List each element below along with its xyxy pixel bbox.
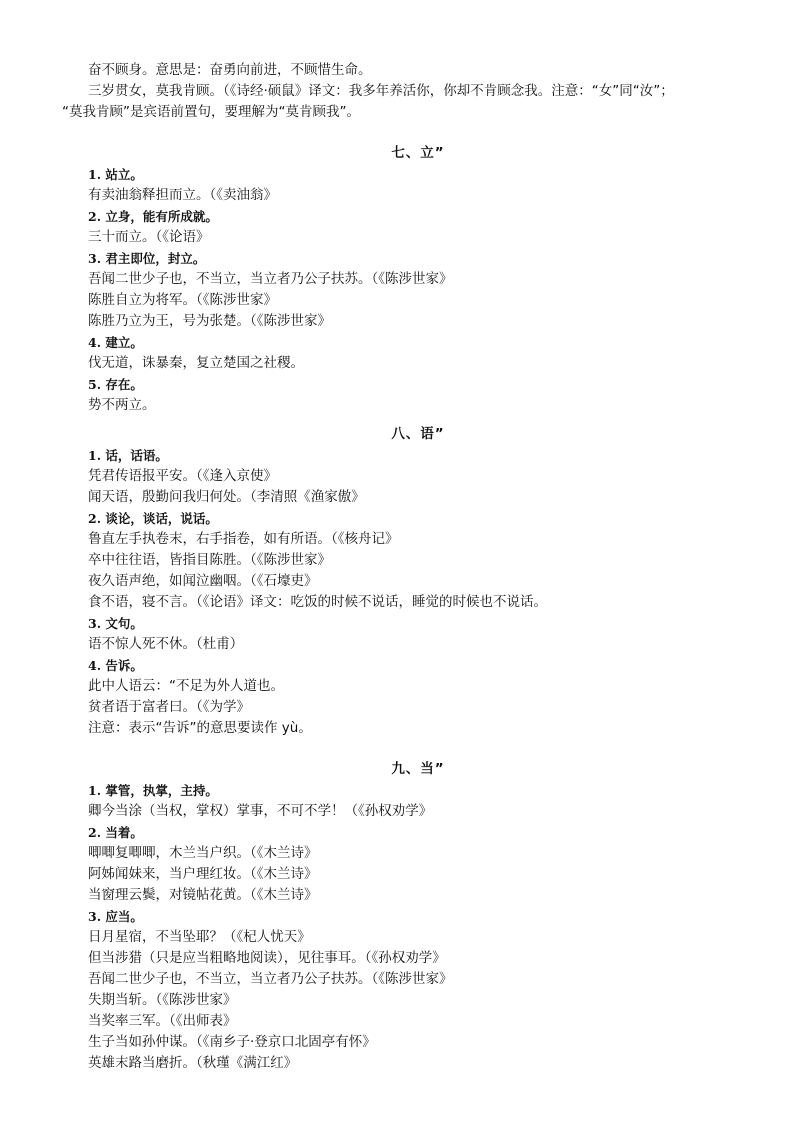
sense-label: 5. 存在。 xyxy=(88,377,143,392)
example-sentence: 卒中往往语，皆指目陈胜。（《陈涉世家》 xyxy=(88,552,331,568)
example-sentence: 但当涉猎（只是应当粗略地阅读），见往事耳。（《孙权劝学》 xyxy=(88,950,446,966)
sense-label: 1. 掌管，执掌，主持。 xyxy=(88,783,218,798)
intro-line-2a: 三岁贯女，莫我肯顾。（《诗经·硕鼠》译文：我多年养活你，你却不肯顾念我。注意：“女”同“汝”； xyxy=(88,83,674,99)
section-title: 七、立” xyxy=(391,145,445,161)
section-title: 九、当” xyxy=(391,761,445,777)
sense-label: 2. 当着。 xyxy=(88,825,143,840)
sense-label: 4. 告诉。 xyxy=(88,658,143,673)
entry-sections xyxy=(88,143,748,1074)
example-sentence: 注意：表示“告诉”的意思要读作 yù。 xyxy=(88,720,312,736)
sense-label: 1. 话，话语。 xyxy=(88,448,168,463)
sense-label: 4. 建立。 xyxy=(88,335,143,350)
example-sentence: 陈胜自立为将军。（《陈涉世家》 xyxy=(88,292,277,308)
example-sentence: 吾闻二世少子也，不当立，当立者乃公子扶苏。（《陈涉世家》 xyxy=(88,971,453,987)
example-sentence: 当窗理云鬓，对镜帖花黄。（《木兰诗》 xyxy=(88,887,318,903)
example-sentence: 生子当如孙仲谋。（《南乡子·登京口北固亭有怀》 xyxy=(88,1034,376,1050)
intro-line-1: 奋不顾身。意思是：奋勇向前进，不顾惜生命。 xyxy=(88,62,372,78)
example-sentence: 吾闻二世少子也，不当立，当立者乃公子扶苏。（《陈涉世家》 xyxy=(88,271,453,287)
document-content xyxy=(62,60,748,1074)
example-sentence: 鲁直左手执卷末，右手指卷，如有所语。（《核舟记》 xyxy=(88,531,399,547)
example-sentence: 卿今当涂（当权，掌权）掌事，不可不学！（《孙权劝学》 xyxy=(88,803,433,819)
example-sentence: 日月星宿，不当坠耶？（《杞人忧天》 xyxy=(88,929,311,945)
example-sentence: 夜久语声绝，如闻泣幽咽。（《石壕吏》 xyxy=(88,573,318,589)
sense-label: 3. 应当。 xyxy=(88,909,143,924)
example-sentence: 闻天语，殷勤问我归何处。（李清照《渔家傲》 xyxy=(88,489,365,505)
sense-label: 2. 谈论，谈话，说话。 xyxy=(88,511,218,526)
example-sentence: 势不两立。 xyxy=(88,397,156,413)
example-sentence: 贫者语于富者曰。（《为学》 xyxy=(88,699,250,715)
example-sentence: 此中人语云：“不足为外人道也。 xyxy=(88,678,284,694)
example-sentence: 唧唧复唧唧，木兰当户织。（《木兰诗》 xyxy=(88,845,318,861)
sense-label: 1. 站立。 xyxy=(88,167,143,182)
example-sentence: 凭君传语报平安。（《逢入京使》 xyxy=(88,468,277,484)
example-sentence: 阿姊闻妹来，当户理红妆。（《木兰诗》 xyxy=(88,866,318,882)
sense-label: 3. 文句。 xyxy=(88,616,143,631)
sense-label: 2. 立身，能有所成就。 xyxy=(88,209,218,224)
intro-line-2b: “莫我肯顾”是宾语前置句，要理解为“莫肯顾我”。 xyxy=(62,104,360,120)
example-sentence: 食不语，寝不言。（《论语》译文：吃饭的时候不说话，睡觉的时候也不说话。 xyxy=(88,594,547,610)
sense-label: 3. 君主即位，封立。 xyxy=(88,251,206,266)
example-sentence: 语不惊人死不休。（杜甫） xyxy=(88,636,244,652)
section-title: 八、语” xyxy=(391,426,445,442)
example-sentence: 有卖油翁释担而立。（《卖油翁》 xyxy=(88,187,277,203)
example-sentence: 英雄末路当磨折。（秋瑾《满江红》 xyxy=(88,1055,298,1071)
example-sentence: 失期当斩。（《陈涉世家》 xyxy=(88,992,237,1008)
example-sentence: 当奖率三军。（《出师表》 xyxy=(88,1013,237,1029)
example-sentence: 伐无道，诛暴秦，复立楚国之社稷。 xyxy=(88,355,304,371)
example-sentence: 陈胜乃立为王，号为张楚。（《陈涉世家》 xyxy=(88,313,331,329)
example-sentence: 三十而立。（《论语》 xyxy=(88,229,210,245)
intro-paragraph xyxy=(62,60,762,123)
